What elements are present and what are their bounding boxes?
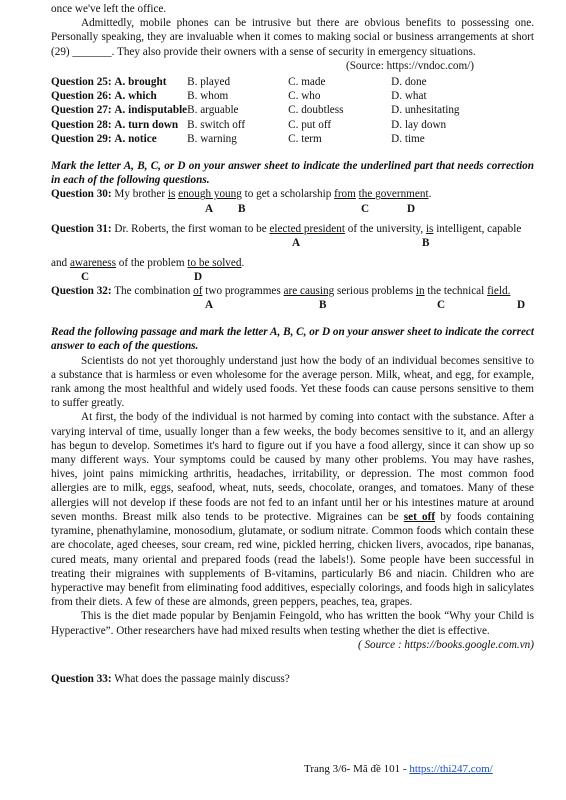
- question-label: Question 27:: [51, 104, 112, 117]
- underlined-part-a: of: [193, 285, 203, 298]
- question-31-line2: [51, 256, 534, 270]
- letter-c: C: [437, 299, 446, 312]
- underlined-part-b: are causing: [283, 285, 335, 298]
- text-run: .: [241, 256, 245, 269]
- option-d: D. done: [391, 76, 427, 89]
- question-row-25: [51, 75, 534, 89]
- question-31: [51, 222, 534, 236]
- text-run: the technical: [424, 285, 488, 298]
- option-d: D. what: [391, 90, 427, 103]
- text-run: At first, the body of the individual is not harmed by coming into contact with the substance. After a varying interval of time, usually longer than a few weeks, the body becomes sensitive to it, and an allergy has begun to develop. Sometimes it's hard to figure out if you have a food allergy, since it can show up so many different ways. Your symptoms could be caused by many other problems. You may have rashes, hives, joint pains mimicking arthritis, headaches, irritability, or depression. The most common food allergies are to milk, eggs, seafood, wheat, nuts, seeds, chocolate, oranges, and tomatoes. Many of these allergies will not develop if these foods are not fed to an infant until her or his intestines mature at around seven months. Breast milk also tends to be protective. Migraines can be: [51, 411, 534, 523]
- letter-a: A: [205, 299, 214, 312]
- instruction-reading: Read the following passage and mark the letter A, B, C, or D on your answer sheet to indicate the correct answer to each of the questions.: [51, 326, 534, 353]
- text-run: by foods containing tyramine, phenathylamine, monosodium, glutamate, or sodium nitrate. Common foods which contain these are chocolate, aged cheeses, sour cream, red wine, pickled herring, chicken livers, avocados, ripe bananas, cured meats, many oriental and prepared foods (read the labels!). Some people have been successful in treating their migraines with supplements of B-vitamins, particularly B6 and niacin. Children who are hyperactive may benefit from eliminating food additives, especially colorings, and foods high in salicylates from their diets. A few of these are almonds, green peppers, peaches, tea, grapes.: [51, 510, 534, 609]
- footer-text: Trang 3/6- Mã đề 101 -: [304, 763, 410, 775]
- q30-option-letters: [51, 202, 534, 216]
- underlined-part-c: awareness: [69, 256, 116, 269]
- option-a: A. which: [114, 90, 157, 103]
- question-label: Question 25:: [51, 76, 112, 89]
- question-text: What does the passage mainly discuss?: [111, 672, 290, 685]
- question-row-28: [51, 118, 534, 132]
- passage2-paragraph-3: This is the diet made popular by Benjamin Feingold, who has written the book “Why your Child is Hyperactive”. Other researchers have had mixed results when testing whether the diet is effective.: [51, 610, 534, 637]
- passage1-line0: once we've left the office.: [51, 3, 167, 15]
- option-b: B. switch off: [187, 118, 246, 131]
- letter-c: C: [361, 202, 370, 215]
- letter-d: D: [407, 202, 416, 215]
- option-d: D. lay down: [391, 118, 447, 131]
- question-label: Question 30:: [51, 188, 112, 201]
- passage2-paragraph-2: [51, 410, 534, 609]
- underlined-phrase: set off: [403, 510, 436, 523]
- option-c: C. made: [288, 76, 326, 89]
- text-run: My brother: [114, 188, 168, 201]
- question-label: Question 26:: [51, 90, 112, 103]
- option-a: A. notice: [114, 132, 157, 145]
- letter-b: B: [319, 299, 327, 312]
- text-run: serious problems: [334, 285, 416, 298]
- page-footer: [304, 763, 493, 775]
- option-a: A. indisputable: [114, 104, 188, 117]
- instruction-error-identification: Mark the letter A, B, C, or D on your answer sheet to indicate the underlined part that needs correction in each of the following questions.: [51, 160, 534, 187]
- exam-page: [51, 2, 534, 686]
- underlined-part-a: elected president: [269, 222, 345, 235]
- underlined-part-d: field.: [487, 285, 511, 298]
- letter-a: A: [292, 236, 301, 249]
- underlined-part-c: from: [334, 188, 356, 201]
- option-b: B. played: [187, 76, 231, 89]
- q32-option-letters: [51, 298, 534, 312]
- option-a: A. turn down: [114, 118, 179, 131]
- letter-b: B: [422, 236, 430, 249]
- option-d: D. unhesitating: [391, 104, 460, 117]
- question-label: Question 29:: [51, 132, 112, 145]
- footer-link[interactable]: https://thi247.com/: [409, 763, 493, 775]
- option-c: C. doubtless: [288, 104, 344, 117]
- question-row-29: [51, 132, 534, 146]
- passage1-paragraph: Admittedly, mobile phones can be intrusive but there are obvious benefits to possessing one. Personally speaking, they are invaluable when it comes to making social or business arrangements at short (29) _______. They also provide their owners with a sense of security in emergency situations.: [51, 17, 534, 58]
- question-row-26: [51, 89, 534, 103]
- text-run: two programmes: [202, 285, 284, 298]
- underlined-part-a: is: [167, 188, 176, 201]
- question-row-27: [51, 103, 534, 117]
- passage2-paragraph-1: Scientists do not yet thoroughly understand just how the body of an individual becomes sensitive to a substance that is harmless or even wholesome for the average person. Milk, wheat, and egg, for example, rank among the most healthful and widely used foods. Yet these foods can cause persons sensitive to them to suffer greatly.: [51, 354, 534, 410]
- option-b: B. warning: [187, 132, 237, 145]
- question-label: Question 32:: [51, 285, 112, 298]
- option-c: C. term: [288, 132, 322, 145]
- text-run: Dr. Roberts, the first woman to be: [111, 222, 270, 235]
- text-run: of the problem: [115, 256, 188, 269]
- letter-c: C: [81, 271, 90, 284]
- option-d: D. time: [391, 132, 425, 145]
- underlined-part-d: to be solved: [187, 256, 242, 269]
- option-a: A. brought: [114, 76, 167, 89]
- option-c: C. who: [288, 90, 321, 103]
- mc-questions-table: [51, 75, 534, 146]
- letter-a: A: [205, 202, 214, 215]
- text-run: to get a scholarship: [241, 188, 335, 201]
- underlined-part-d: the government: [358, 188, 429, 201]
- question-label: Question 28:: [51, 118, 112, 131]
- underlined-part-c: in: [415, 285, 425, 298]
- letter-d: D: [517, 299, 526, 312]
- passage2-source: ( Source : https://books.google.com.vn): [357, 638, 534, 651]
- question-label: Question 31:: [51, 222, 112, 235]
- question-label: Question 33:: [51, 672, 112, 685]
- question-32: [51, 284, 534, 298]
- passage1-source: (Source: https://vndoc.com/): [345, 59, 474, 72]
- underlined-part-b: enough young: [178, 188, 242, 201]
- q31-option-letters-row2: [51, 270, 534, 284]
- text-run: .: [428, 188, 432, 201]
- question-33: [51, 672, 534, 686]
- text-run: of the university,: [344, 222, 426, 235]
- option-b: B. arguable: [187, 104, 239, 117]
- text-run: and: [51, 256, 70, 269]
- letter-b: B: [238, 202, 246, 215]
- letter-d: D: [194, 271, 203, 284]
- option-c: C. put off: [288, 118, 332, 131]
- question-30: [51, 187, 534, 201]
- q31-option-letters-row1: [51, 236, 534, 250]
- text-run: The combination: [111, 285, 194, 298]
- underlined-part-b: is: [425, 222, 434, 235]
- text-run: intelligent, capable: [433, 222, 522, 235]
- option-b: B. whom: [187, 90, 229, 103]
